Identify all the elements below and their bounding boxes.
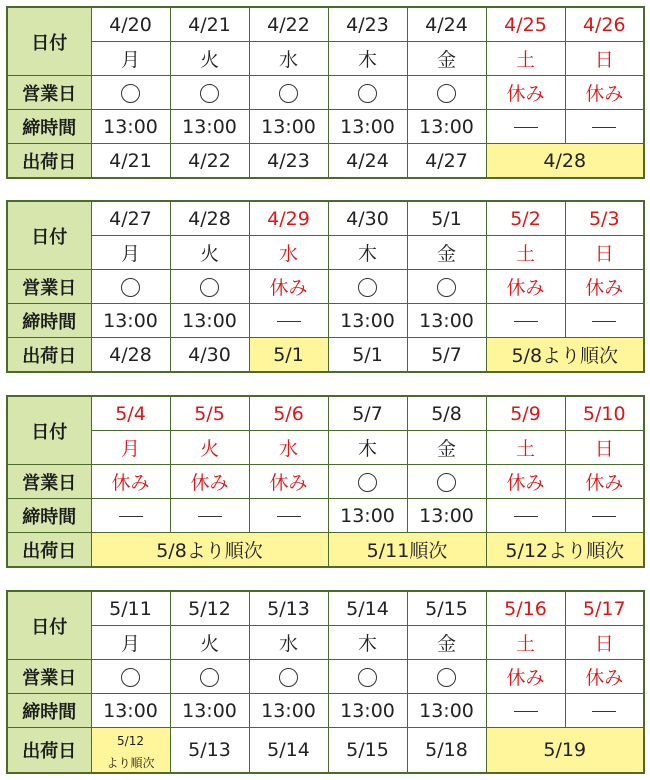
date-cell: 5/4	[91, 396, 170, 431]
ship-cell: 5/7	[407, 338, 486, 373]
no-cutoff-dash	[514, 516, 538, 517]
date-cell: 4/24	[407, 7, 486, 42]
cutoff-cell: 13:00	[328, 694, 407, 728]
weekday-cell: 木	[328, 431, 407, 465]
business-day-label: 営業日	[7, 660, 91, 694]
open-circle-icon	[121, 84, 140, 103]
ship-cell: 4/30	[170, 338, 249, 373]
business-day-cell	[328, 660, 407, 694]
weekday-cell: 土	[486, 431, 565, 465]
no-cutoff-dash	[592, 321, 616, 322]
business-day-cell	[249, 76, 328, 110]
no-cutoff-dash	[514, 321, 538, 322]
business-day-cell	[328, 465, 407, 499]
ship-label: 出荷日	[7, 144, 91, 179]
no-cutoff-dash	[119, 516, 143, 517]
week-table	[6, 590, 645, 774]
no-cutoff-dash	[277, 321, 301, 322]
date-cell: 4/22	[249, 7, 328, 42]
cutoff-cell: 13:00	[407, 304, 486, 338]
business-day-cell: 休み	[565, 76, 644, 110]
cutoff-cell	[486, 499, 565, 533]
business-day-cell	[407, 76, 486, 110]
date-cell: 5/5	[170, 396, 249, 431]
cutoff-cell: 13:00	[170, 694, 249, 728]
no-cutoff-dash	[514, 711, 538, 712]
weekday-cell: 金	[407, 431, 486, 465]
ship-cell: 4/23	[249, 144, 328, 179]
cutoff-cell	[565, 304, 644, 338]
date-cell: 4/20	[91, 7, 170, 42]
business-day-cell	[328, 76, 407, 110]
cutoff-cell	[91, 499, 170, 533]
ship-cell: 5/8より順次	[486, 338, 644, 373]
no-cutoff-dash	[592, 516, 616, 517]
business-day-cell	[170, 660, 249, 694]
ship-cell: 4/22	[170, 144, 249, 179]
week-table	[6, 200, 645, 373]
date-cell: 5/10	[565, 396, 644, 431]
ship-cell: 5/8より順次	[91, 533, 328, 568]
ship-cell: 5/11順次	[328, 533, 486, 568]
business-day-cell: 休み	[91, 465, 170, 499]
date-cell: 5/15	[407, 591, 486, 626]
business-day-cell: 休み	[486, 660, 565, 694]
weekday-cell: 火	[170, 626, 249, 660]
date-cell: 5/3	[565, 201, 644, 236]
business-day-cell	[407, 270, 486, 304]
date-cell: 5/8	[407, 396, 486, 431]
ship-cell: 5/12より順次	[486, 533, 644, 568]
date-cell: 5/13	[249, 591, 328, 626]
cutoff-cell: 13:00	[91, 304, 170, 338]
weekday-cell: 水	[249, 236, 328, 270]
date-cell: 5/9	[486, 396, 565, 431]
no-cutoff-dash	[277, 516, 301, 517]
cutoff-cell: 13:00	[249, 110, 328, 144]
business-day-cell: 休み	[486, 76, 565, 110]
business-day-cell: 休み	[565, 660, 644, 694]
business-day-cell	[407, 660, 486, 694]
weekday-cell: 日	[565, 236, 644, 270]
cutoff-cell: 13:00	[170, 110, 249, 144]
open-circle-icon	[358, 84, 377, 103]
weekday-cell: 日	[565, 431, 644, 465]
ship-cell: 5/1	[328, 338, 407, 373]
cutoff-cell: 13:00	[249, 694, 328, 728]
date-cell: 4/21	[170, 7, 249, 42]
weekday-cell: 月	[91, 431, 170, 465]
cutoff-cell: 13:00	[407, 110, 486, 144]
no-cutoff-dash	[514, 127, 538, 128]
business-day-cell	[91, 270, 170, 304]
date-cell: 5/12	[170, 591, 249, 626]
open-circle-icon	[358, 668, 377, 687]
date-cell: 5/2	[486, 201, 565, 236]
cutoff-label: 締時間	[7, 304, 91, 338]
ship-small-line2: より順次	[106, 756, 155, 770]
business-day-label: 営業日	[7, 76, 91, 110]
open-circle-icon	[200, 84, 219, 103]
business-day-cell: 休み	[565, 465, 644, 499]
date-cell: 4/30	[328, 201, 407, 236]
business-day-cell: 休み	[249, 465, 328, 499]
open-circle-icon	[279, 84, 298, 103]
weekday-cell: 金	[407, 626, 486, 660]
weekday-cell: 水	[249, 42, 328, 76]
open-circle-icon	[358, 278, 377, 297]
cutoff-cell	[486, 110, 565, 144]
weekday-cell: 月	[91, 626, 170, 660]
cutoff-cell: 13:00	[407, 694, 486, 728]
business-day-label: 営業日	[7, 465, 91, 499]
no-cutoff-dash	[592, 711, 616, 712]
business-day-cell	[407, 465, 486, 499]
ship-cell: 5/15	[328, 728, 407, 774]
open-circle-icon	[437, 278, 456, 297]
weekday-cell: 金	[407, 236, 486, 270]
date-label: 日付	[7, 396, 91, 465]
weekday-cell: 土	[486, 626, 565, 660]
cutoff-cell: 13:00	[91, 110, 170, 144]
open-circle-icon	[121, 278, 140, 297]
ship-cell: 5/18	[407, 728, 486, 774]
date-cell: 5/1	[407, 201, 486, 236]
cutoff-cell: 13:00	[328, 304, 407, 338]
business-day-cell	[91, 76, 170, 110]
cutoff-cell: 13:00	[328, 499, 407, 533]
cutoff-label: 締時間	[7, 499, 91, 533]
business-day-cell: 休み	[249, 270, 328, 304]
business-day-cell	[170, 76, 249, 110]
cutoff-cell	[486, 694, 565, 728]
date-label: 日付	[7, 7, 91, 76]
open-circle-icon	[437, 668, 456, 687]
weekday-cell: 火	[170, 42, 249, 76]
cutoff-label: 締時間	[7, 110, 91, 144]
business-day-cell: 休み	[565, 270, 644, 304]
ship-cell: 5/13	[170, 728, 249, 774]
open-circle-icon	[437, 84, 456, 103]
cutoff-cell	[249, 499, 328, 533]
date-cell: 5/6	[249, 396, 328, 431]
date-cell: 5/7	[328, 396, 407, 431]
weekday-cell: 土	[486, 236, 565, 270]
cutoff-cell	[565, 499, 644, 533]
cutoff-cell: 13:00	[170, 304, 249, 338]
weekday-cell: 月	[91, 42, 170, 76]
ship-cell: 5/14	[249, 728, 328, 774]
weekday-cell: 木	[328, 42, 407, 76]
open-circle-icon	[358, 473, 377, 492]
cutoff-cell	[565, 694, 644, 728]
open-circle-icon	[200, 668, 219, 687]
ship-cell: 4/24	[328, 144, 407, 179]
open-circle-icon	[279, 668, 298, 687]
cutoff-cell	[486, 304, 565, 338]
business-day-cell	[91, 660, 170, 694]
business-day-cell: 休み	[170, 465, 249, 499]
weekday-cell: 火	[170, 236, 249, 270]
date-cell: 5/14	[328, 591, 407, 626]
cutoff-cell: 13:00	[407, 499, 486, 533]
date-cell: 4/29	[249, 201, 328, 236]
business-day-cell: 休み	[486, 270, 565, 304]
business-day-cell	[249, 660, 328, 694]
ship-cell: 4/28	[91, 338, 170, 373]
weekday-cell: 日	[565, 626, 644, 660]
weekday-cell: 木	[328, 236, 407, 270]
weekday-cell: 火	[170, 431, 249, 465]
weekday-cell: 水	[249, 431, 328, 465]
weekday-cell: 金	[407, 42, 486, 76]
ship-cell: 4/28	[486, 144, 644, 179]
ship-label: 出荷日	[7, 338, 91, 373]
week-table	[6, 395, 645, 568]
ship-cell: 4/27	[407, 144, 486, 179]
business-day-cell: 休み	[486, 465, 565, 499]
date-label: 日付	[7, 591, 91, 660]
date-label: 日付	[7, 201, 91, 270]
date-cell: 4/23	[328, 7, 407, 42]
ship-label: 出荷日	[7, 533, 91, 568]
open-circle-icon	[437, 473, 456, 492]
business-day-label: 営業日	[7, 270, 91, 304]
weekday-cell: 水	[249, 626, 328, 660]
ship-cell: 5/1	[249, 338, 328, 373]
cutoff-cell	[170, 499, 249, 533]
cutoff-cell	[249, 304, 328, 338]
date-cell: 4/26	[565, 7, 644, 42]
cutoff-cell	[565, 110, 644, 144]
weekday-cell: 月	[91, 236, 170, 270]
ship-small-line1: 5/12	[117, 734, 144, 748]
cutoff-cell: 13:00	[328, 110, 407, 144]
date-cell: 5/11	[91, 591, 170, 626]
open-circle-icon	[121, 668, 140, 687]
no-cutoff-dash	[592, 127, 616, 128]
weekday-cell: 木	[328, 626, 407, 660]
ship-cell	[91, 728, 170, 774]
business-day-cell	[328, 270, 407, 304]
date-cell: 4/27	[91, 201, 170, 236]
ship-cell: 4/21	[91, 144, 170, 179]
date-cell: 4/25	[486, 7, 565, 42]
ship-cell: 5/19	[486, 728, 644, 774]
weekday-cell: 土	[486, 42, 565, 76]
cutoff-label: 締時間	[7, 694, 91, 728]
date-cell: 5/16	[486, 591, 565, 626]
open-circle-icon	[200, 278, 219, 297]
date-cell: 5/17	[565, 591, 644, 626]
no-cutoff-dash	[198, 516, 222, 517]
weekday-cell: 日	[565, 42, 644, 76]
cutoff-cell: 13:00	[91, 694, 170, 728]
business-day-cell	[170, 270, 249, 304]
date-cell: 4/28	[170, 201, 249, 236]
ship-label: 出荷日	[7, 728, 91, 774]
week-table	[6, 6, 645, 179]
